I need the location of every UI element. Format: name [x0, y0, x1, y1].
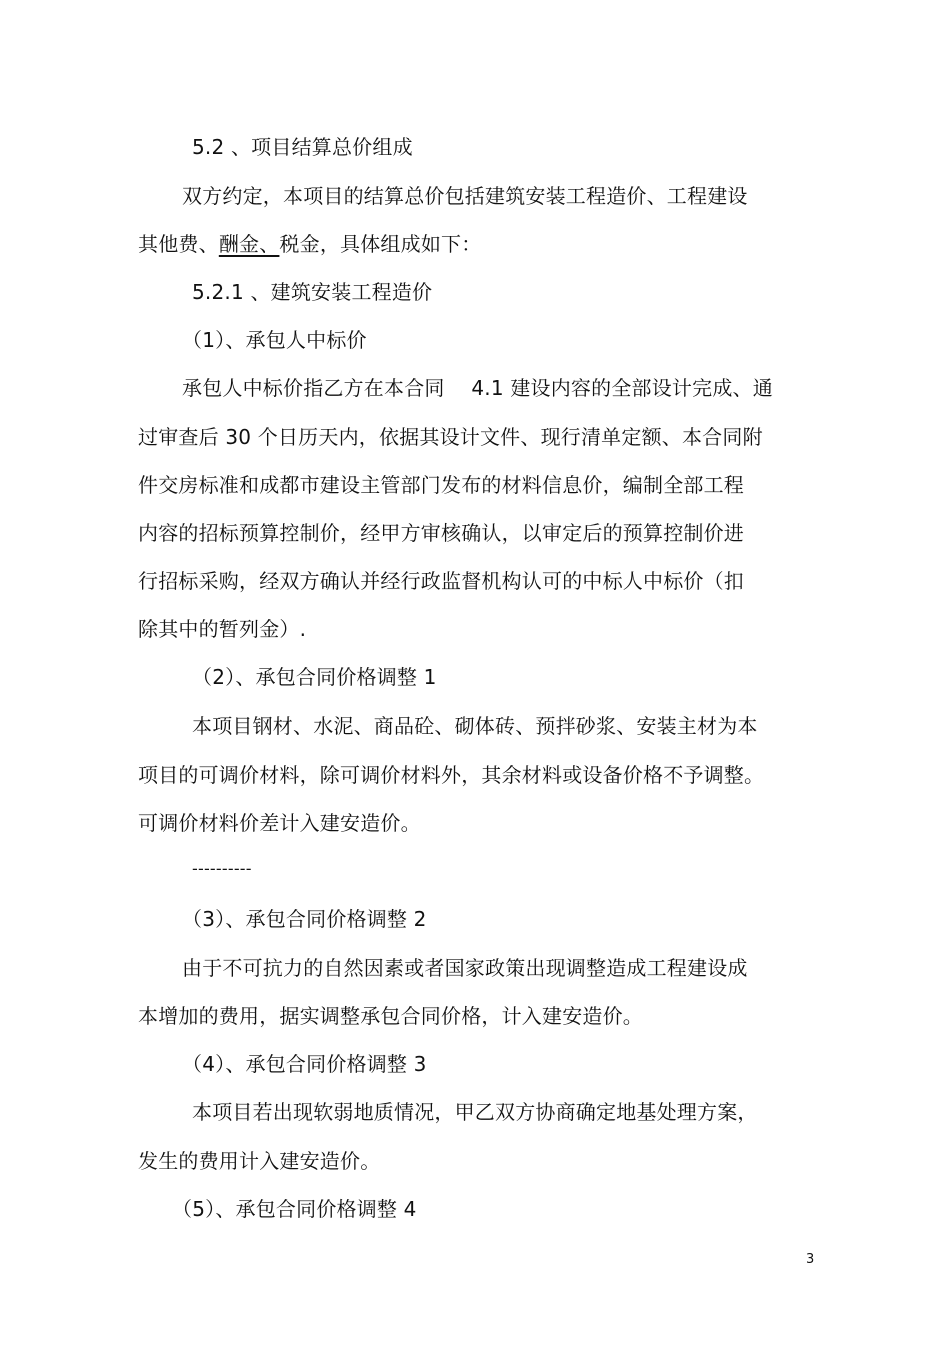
intro-text-b: 税金，具体组成如下： — [279, 232, 482, 256]
item3-heading: （3）、承包合同价格调整 2 — [182, 907, 427, 931]
page-number: 3 — [806, 1252, 815, 1267]
item4-line: 本项目若出现软弱地质情况，甲乙双方协商确定地基处理方案， — [192, 1100, 758, 1124]
item1-line: 承包人中标价指乙方在本合同 4.1 建设内容的全部设计完成、通 — [182, 376, 773, 400]
item2-heading: （2）、承包合同价格调整 1 — [192, 665, 437, 689]
item1-line: 行招标采购，经双方确认并经行政监督机构认可的中标人中标价（扣 — [138, 569, 744, 593]
item1-line: 过审查后 30 个日历天内，依据其设计文件、现行清单定额、本合同附 — [138, 425, 763, 449]
item1-line: 件交房标准和成都市建设主管部门发布的材料信息价，编制全部工程 — [138, 473, 744, 497]
item2-line: 本项目钢材、水泥、商品砼、砌体砖、预拌砂浆、安装主材为本 — [192, 714, 758, 738]
item2-line: 项目的可调价材料，除可调价材料外，其余材料或设备价格不予调整。 — [138, 763, 765, 787]
intro-text-a: 其他费、 — [138, 232, 219, 256]
intro-line-1: 双方约定，本项目的结算总价包括建筑安装工程造价、工程建设 — [182, 184, 748, 208]
intro-line-2 — [138, 231, 481, 257]
item5-heading: （5）、承包合同价格调整 4 — [172, 1197, 417, 1221]
section-heading: 5.2 、项目结算总价组成 — [192, 135, 413, 159]
underlined-term: 酬金、 — [218, 232, 280, 256]
item4-line: 发生的费用计入建安造价。 — [138, 1149, 381, 1173]
item1-line: 除其中的暂列金）. — [138, 617, 307, 641]
item1-line: 内容的招标预算控制价，经甲方审核确认，以审定后的预算控制价进 — [138, 521, 744, 545]
item1-heading: （1）、承包人中标价 — [182, 328, 367, 352]
item3-line: 由于不可抗力的自然因素或者国家政策出现调整造成工程建设成 — [182, 956, 748, 980]
item4-heading: （4）、承包合同价格调整 3 — [182, 1052, 427, 1076]
separator-line: ---------- — [192, 859, 252, 878]
item2-line: 可调价材料价差计入建安造价。 — [138, 811, 421, 835]
item3-line: 本增加的费用，据实调整承包合同价格，计入建安造价。 — [138, 1004, 643, 1028]
subsection-heading: 5.2.1 、建筑安装工程造价 — [192, 280, 433, 304]
